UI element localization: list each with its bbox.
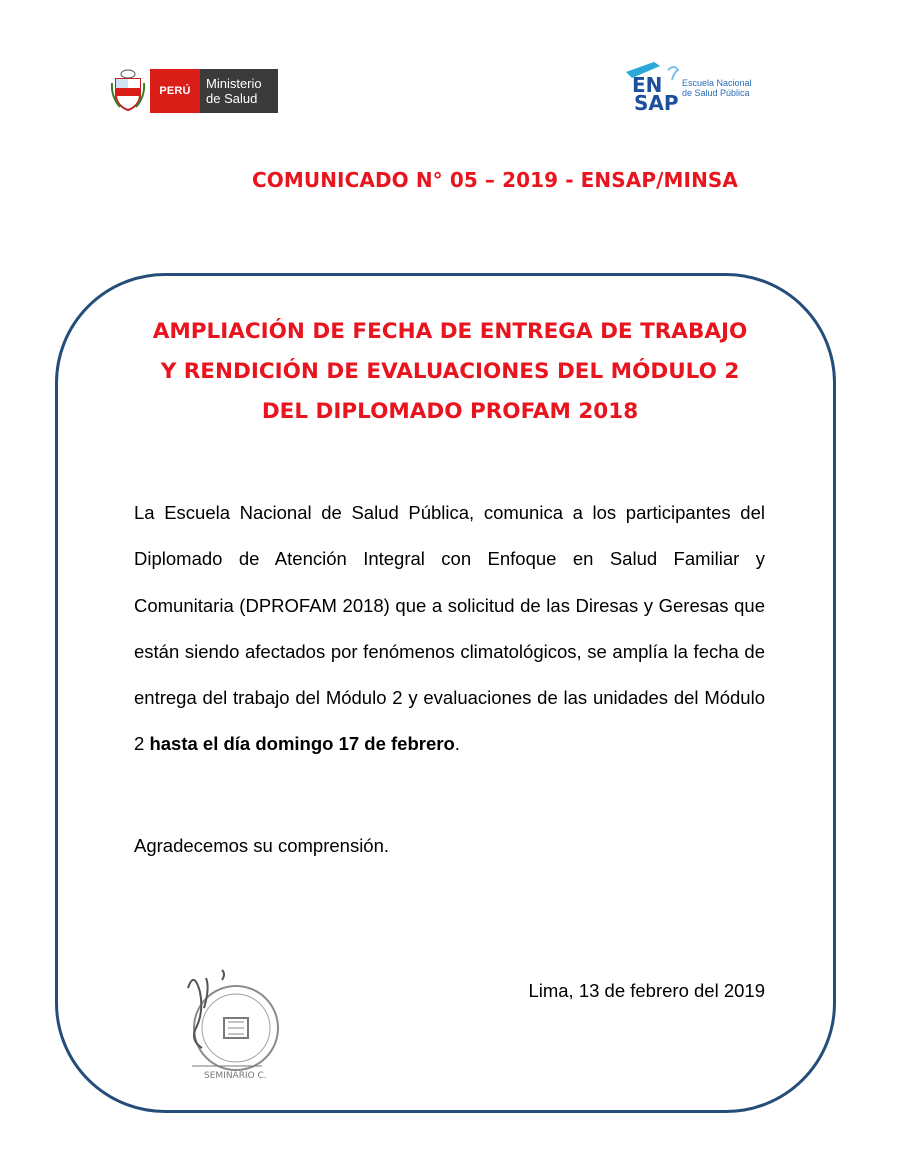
seal-text: SEMINARIO C.	[204, 1071, 267, 1081]
minsa-logo	[110, 68, 280, 114]
official-seal-signature-icon	[178, 966, 288, 1084]
ensap-logo	[624, 58, 764, 114]
ensap-line-2: de Salud Pública	[682, 88, 750, 98]
body-period: .	[454, 733, 460, 755]
title-line-2: Y RENDICIÓN DE EVALUACIONES DEL MÓDULO 2	[160, 359, 740, 384]
title-line-3: DEL DIPLOMADO PROFAM 2018	[261, 399, 639, 424]
place-date: Lima, 13 de febrero del 2019	[528, 980, 765, 1001]
notice-title	[0, 312, 900, 432]
comunicado-heading: COMUNICADO N° 05 – 2019 - ENSAP/MINSA	[252, 168, 738, 192]
document-header	[0, 0, 900, 130]
ministry-line-1: Ministerio	[206, 76, 262, 91]
body-deadline: hasta el día domingo 17 de febrero	[149, 733, 455, 755]
peru-label: PERÚ	[150, 69, 200, 113]
ministry-label	[200, 69, 278, 113]
peru-coat-of-arms-icon	[110, 69, 146, 113]
notice-body	[134, 490, 765, 768]
svg-text:SAP: SAP	[634, 91, 679, 114]
title-line-1: AMPLIACIÓN DE FECHA DE ENTREGA DE TRABAJO	[152, 319, 748, 344]
ministry-line-2: de Salud	[206, 91, 258, 106]
ensap-line-1: Escuela Nacional	[682, 78, 752, 88]
body-paragraph	[134, 490, 765, 768]
closing-text: Agradecemos su comprensión.	[134, 835, 390, 856]
ensap-name	[682, 78, 752, 98]
ensap-mark-icon	[624, 58, 682, 114]
svg-text:EN: EN	[632, 73, 663, 97]
body-text: La Escuela Nacional de Salud Pública, comunica a los participantes del Diplomado de Atención Integral con Enfoque en Salud Familiar y Comunitaria (DPROFAM 2018) que a solicitud de las Diresas y Geresas que están siendo afectados por fenómenos climatológicos, se amplía la fecha de entrega del trabajo del Módulo 2 y evaluaciones de las unidades del Módulo 2	[134, 502, 765, 755]
